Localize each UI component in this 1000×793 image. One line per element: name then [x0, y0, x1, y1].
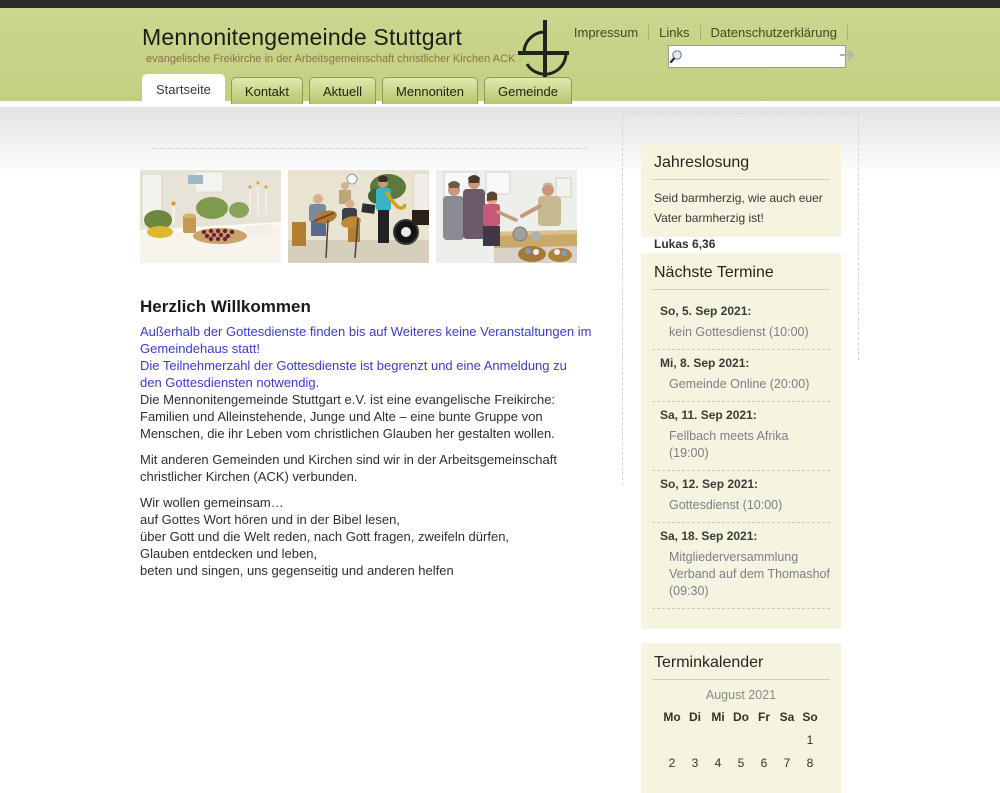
- wir-wollen-line: auf Gottes Wort hören und in der Bibel lesen,: [140, 512, 400, 527]
- wir-wollen-line: Wir wollen gemeinsam…: [140, 495, 284, 510]
- layout-guide-left: [622, 113, 623, 485]
- top-links: [564, 25, 848, 40]
- ack-paragraph: Mit anderen Gemeinden und Kirchen sind wir in der Arbeitsgemeinschaft christlicher Kirchen (ACK) verbunden.: [140, 452, 557, 484]
- calendar-grid: [652, 710, 830, 770]
- main-nav: [142, 77, 578, 104]
- site-title: Mennonitengemeinde Stuttgart: [142, 24, 463, 50]
- event-item: [652, 350, 830, 402]
- top-link-impressum[interactable]: Impressum: [564, 25, 649, 40]
- arrow-right-icon: [839, 49, 855, 64]
- tab-kontakt[interactable]: Kontakt: [231, 77, 303, 104]
- search-input[interactable]: [684, 46, 839, 67]
- calendar-day: 4: [714, 756, 722, 770]
- calendar-day: [684, 733, 707, 747]
- search-box: [668, 45, 846, 68]
- event-link[interactable]: Gottesdienst (10:00): [669, 498, 783, 512]
- calendar-month: August 2021: [705, 688, 777, 702]
- termine-title: Nächste Termine: [652, 262, 830, 290]
- site-header: [0, 8, 1000, 104]
- calendar-weekday: Di: [689, 710, 701, 724]
- calendar-day: [707, 733, 730, 747]
- wir-wollen-block: [140, 494, 592, 579]
- content-background: [0, 107, 1000, 177]
- communion-table-photo: [140, 170, 281, 263]
- calendar-day: 6: [760, 756, 768, 770]
- terminkalender-box: [641, 643, 841, 793]
- event-item: [652, 523, 830, 609]
- wir-wollen-line: beten und singen, uns gegenseitig und anderen helfen: [140, 563, 454, 578]
- calendar-weekday: Fr: [758, 710, 770, 724]
- top-link-datenschutz[interactable]: Datenschutzerklärung: [701, 25, 848, 40]
- page-title: Herzlich Willkommen: [140, 297, 311, 316]
- calendar-day: [776, 733, 799, 747]
- calendar: [652, 688, 830, 770]
- food-serving-photo: [436, 170, 577, 263]
- calendar-day: 7: [783, 756, 791, 770]
- wir-wollen-line: Glauben entdecken und leben,: [140, 546, 318, 561]
- event-link[interactable]: kein Gottesdienst (10:00): [669, 325, 809, 339]
- event-link[interactable]: Fellbach meets Afrika (19:00): [669, 429, 789, 460]
- search-submit-button[interactable]: [839, 46, 855, 67]
- jahreslosung-title: Jahreslosung: [652, 152, 830, 180]
- layout-guide-horizontal: [622, 113, 858, 114]
- calendar-weekday: Mo: [663, 710, 681, 724]
- calendar-day: 1: [806, 733, 814, 747]
- tab-aktuell[interactable]: Aktuell: [309, 77, 376, 104]
- event-link[interactable]: Mitgliederversammlung Verband auf dem Thomashof (09:30): [669, 550, 830, 598]
- calendar-weekday: So: [802, 710, 818, 724]
- jahreslosung-reference: Lukas 6,36: [654, 237, 716, 251]
- photo-row: [140, 170, 584, 263]
- calendar-day: 8: [806, 756, 814, 770]
- event-date: So, 5. Sep 2021:: [660, 304, 752, 318]
- calendar-weekday: Sa: [779, 710, 795, 724]
- magnifier-icon: [669, 46, 684, 67]
- event-item: [652, 402, 830, 471]
- event-date: Sa, 11. Sep 2021:: [660, 408, 757, 422]
- event-date: Mi, 8. Sep 2021:: [660, 356, 750, 370]
- wir-wollen-line: über Gott und die Welt reden, nach Gott fragen, zweifeln dürfen,: [140, 529, 510, 544]
- event-link[interactable]: Gemeinde Online (20:00): [669, 377, 810, 391]
- calendar-weekday: Mi: [711, 710, 725, 724]
- jahreslosung-text: Seid barmherzig, wie auch euer Vater barmherzig ist!: [654, 191, 823, 225]
- top-bar: [0, 0, 1000, 8]
- tab-mennoniten[interactable]: Mennoniten: [382, 77, 478, 104]
- music-group-photo: [288, 170, 429, 263]
- layout-guide-right: [858, 113, 859, 360]
- termine-box: [641, 253, 841, 629]
- calendar-day: 3: [691, 756, 699, 770]
- calendar-weekday: Do: [733, 710, 749, 724]
- tab-gemeinde[interactable]: Gemeinde: [484, 77, 572, 104]
- jahreslosung-box: [641, 143, 841, 251]
- calendar-day: 5: [737, 756, 745, 770]
- intro-paragraph: Die Mennonitengemeinde Stuttgart e.V. ist eine evangelische Freikirche: Familien und Alleinstehende, Junge und Alte – eine bunte Gruppe von Menschen, die ihr Leben vom christlichen Glauben her gestalten wollen.: [140, 392, 556, 441]
- event-date: So, 12. Sep 2021:: [660, 477, 759, 491]
- terminkalender-title: Terminkalender: [652, 652, 830, 680]
- welcome-section: [140, 298, 592, 579]
- event-date: Sa, 18. Sep 2021:: [660, 529, 758, 543]
- calendar-day: 2: [668, 756, 676, 770]
- calendar-day: [730, 733, 753, 747]
- event-item: [652, 298, 830, 350]
- site-subtitle: evangelische Freikirche in der Arbeitsgemeinschaft christlicher Kirchen ACK: [146, 53, 516, 65]
- notice-paragraph: Die Teilnehmerzahl der Gottesdienste ist begrenzt und eine Anmeldung zu den Gottesdiensten notwendig.: [140, 358, 567, 390]
- calendar-day: [661, 733, 684, 747]
- calendar-day: [753, 733, 776, 747]
- event-item: [652, 471, 830, 523]
- top-link-links[interactable]: Links: [649, 25, 700, 40]
- dotted-divider: [150, 148, 587, 149]
- notice-paragraph: Außerhalb der Gottesdienste finden bis auf Weiteres keine Veranstaltungen im Gemeindehaus statt!: [140, 324, 592, 356]
- tab-startseite[interactable]: Startseite: [142, 74, 225, 104]
